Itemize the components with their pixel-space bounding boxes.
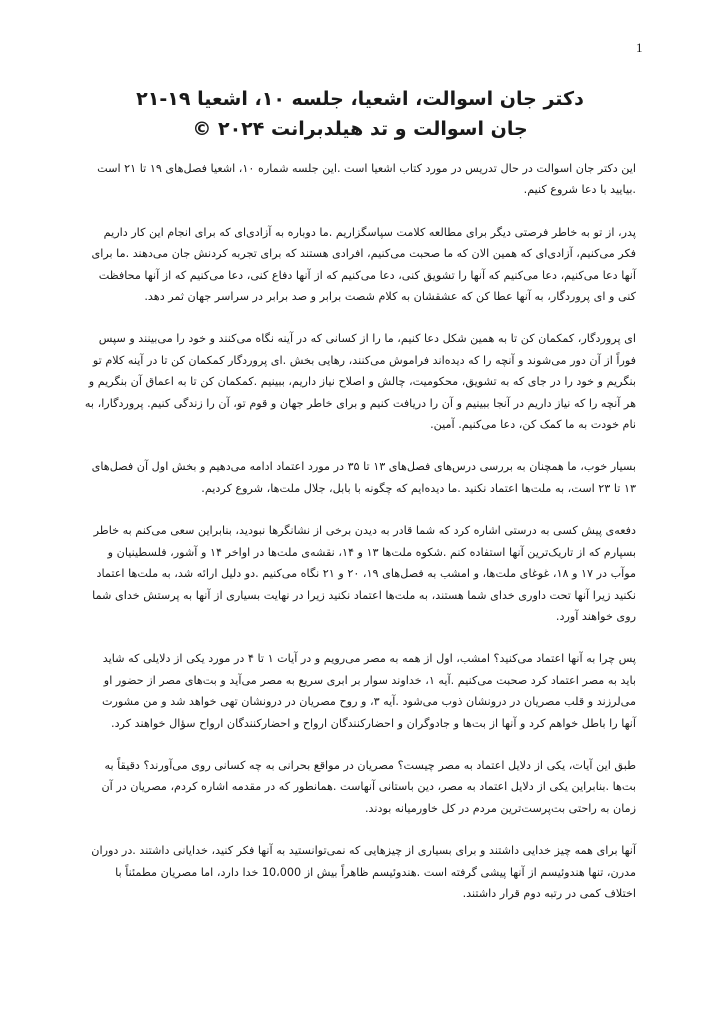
paragraph-egypt-reasons: طبق این آیات، یکی از دلایل اعتماد به مصر چیست؟ مصریان در مواقع بحرانی به چه کسانی روی می‌آورند؟ دقیقاً به بت‌ها .بنابراین یکی از دلایل اعتماد به مصر، دین باستانی آنهاست .همانطور که در مقدمه اشاره کردم، مصریان در آن زمان به راحتی بت‌پرست‌ترین مردم در کل خاورمیانه بودند. [101, 758, 636, 815]
paragraph-intro: این دکتر جان اسوالت در حال تدریس در مورد کتاب اشعیا است .این جلسه شماره ۱۰، اشعیا فصل‌های ۱۹ تا ۲۱ است .بیایید با دعا شروع کنیم. [97, 162, 636, 197]
title-line-2: جان اسوالت و تد هیلدبرانت ۲۰۲۴ © [192, 118, 528, 140]
paragraph-review: بسیار خوب، ما همچنان به بررسی درس‌های فصل‌های ۱۳ تا ۳۵ در مورد اعتماد ادامه می‌دهیم و بخش اول آن فصل‌های ۱۳ تا ۲۳ است، به ملت‌ها اعتماد نکنید .ما دیده‌ایم که چگونه با بابل، جلال ملت‌ها، شروع کردیم. [91, 460, 636, 495]
paragraph-egypt-verses: پس چرا به آنها اعتماد می‌کنید؟ امشب، اول از همه به مصر می‌رویم و در آیات ۱ تا ۴ در مورد یکی از دلایلی که شاید باید به مصر اعتماد کرد صحبت می‌کنیم .آیه ۱، خداوند سوار بر ابری سریع به مصر می‌آید و بت‌های مصر از حضور او می‌لرزند و قلب مصریان در درونشان ذوب می‌شود .آیه ۳، و روح مصریان در درونشان تهی خواهد شد و من مشورت آنها را باطل خواهم کرد و آنها از بت‌ها و جادوگران و احضارکنندگان ارواح و احضارکنندگان ارواح سؤال خواهند کرد. [101, 652, 636, 730]
paragraph-prayer-1: پدر، از تو به خاطر فرصتی دیگر برای مطالعه کلامت سپاسگزاریم .ما دوباره به آزادی‌ای که برای انجام این کار داریم فکر می‌کنیم، آزادی‌ای که همین الان که ما صحبت می‌کنیم، افرادی هستند که برای تجربه کردنش جان می‌دهند .ما برای آنها دعا می‌کنیم، دعا می‌کنیم که آنها را تشویق کنی، دعا می‌کنیم که از آنها دفاع کنی، دعا می‌کنیم که از آنها محافظت کنی و ای پروردگار، به آنها عطا کن که عشقشان به کلام شصت برابر و صد برابر در سراسر جهان ثمر دهد. [91, 225, 636, 304]
title-line-1: دکتر جان اسوالت، اشعیا، جلسه ۱۰، اشعیا ۱۹-۲۱ [136, 88, 584, 110]
document-title [80, 84, 640, 144]
paragraph-prayer-2: ای پروردگار، کمکمان کن تا به همین شکل دعا کنیم، ما را از کسانی که در آینه نگاه می‌کنند و خود را می‌بینند و سپس فوراً از آن دور می‌شوند و آنچه را که دیده‌اند فراموش می‌کنند، رهایی بخش .ای پروردگار کمکمان کن تا در آینه کلام تو بنگریم و خود را در جای که به تشویق، محکومیت، چالش و اصلاح نیاز داریم، ببینیم .کمکمان کن تا به اعماق آن بنگریم و هر آنچه را که نیاز داریم در آنجا ببینیم و آن را دریافت کنیم و برای خاطر جهان و قوم تو، آن را زندگی کنیم. پروردگارا، به نام خودت به ما کمک کن، دعا می‌کنیم. آمین. [84, 332, 636, 432]
paragraph-egypt-gods: آنها برای همه چیز خدایی داشتند و برای بسیاری از چیزهایی که نمی‌توانستید به آنها فکر کنید، خدایانی داشتند .در دوران مدرن، تنها هندوئیسم از آنها پیشی گرفته است .هندوئیسم ظاهراً بیش از 10،000 خدا دارد، اما مصریان مطمئناً با اختلاف کمی در رتبه دوم قرار داشتند. [91, 844, 636, 900]
paragraph-markers: دفعه‌ی پیش کسی به درستی اشاره کرد که شما قادر به دیدن برخی از نشانگرها نبودید، بنابراین سعی می‌کنم به خاطر بسپارم که از تاریک‌ترین آنها استفاده کنم .شکوه ملت‌ها ۱۳ و ۱۴، نقشه‌ی ملت‌ها در اواخر ۱۴ و آشور، فلسطینیان و موآب در ۱۷ و ۱۸، غوغای ملت‌ها، و امشب به فصل‌های ۱۹، ۲۰ و ۲۱ نگاه می‌کنیم .دو دلیل ارائه شد، به ملت‌ها اعتماد نکنید زیرا آنها تحت داوری خدای شما هستند، به ملت‌ها اعتماد نکنید زیرا در نهایت بسیاری از آنها به پرستش خدای شما روی خواهند آورد. [92, 524, 636, 623]
document-body [84, 158, 636, 925]
page-number: 1 [636, 40, 643, 55]
